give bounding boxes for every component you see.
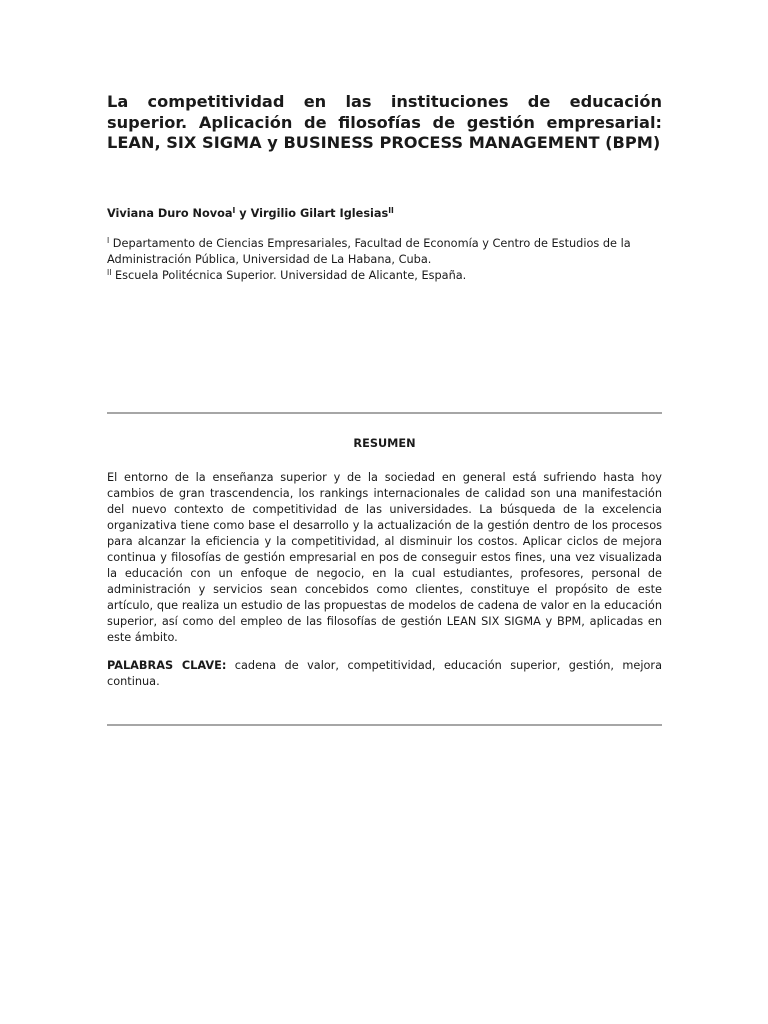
affiliation-text: Escuela Politécnica Superior. Universidad de Alicante, España.	[111, 268, 467, 282]
author-line	[107, 206, 662, 222]
keywords-text: cadena de valor, competitividad, educación superior, gestión, mejora continua.	[107, 659, 662, 688]
abstract-body: El entorno de la enseñanza superior y de la sociedad en general está sufriendo hasta hoy cambios de gran trascendencia, los rankings internacionales de calidad son una manifestación del nuevo contexto de competitividad de las universidades. La búsqueda de la excelencia organizativa tiene como base el desarrollo y la actualización de la gestión dentro de los procesos para alcanzar la eficiencia y la competitividad, al disminuir los costos. Aplicar ciclos de mejora continua y filosofías de gestión empresarial en pos de conseguir estos fines, una vez visualizada la educación con un enfoque de negocio, en la cual estudiantes, profesores, personal de administración y servicios sean concebidos como clientes, constituye el propósito de este artículo, que realiza un estudio de las propuestas de modelos de cadena de valor en la educación superior, así como del empleo de las filosofías de gestión LEAN SIX SIGMA y BPM, aplicadas en este ámbito.	[107, 471, 662, 644]
affiliation-item	[107, 268, 662, 284]
abstract-section	[107, 436, 662, 690]
abstract-heading: RESUMEN	[353, 437, 416, 450]
affiliation-text: Departamento de Ciencias Empresariales, Facultad de Economía y Centro de Estudios de la Administración Pública, Universidad de La Habana, Cuba.	[107, 236, 631, 266]
affiliations	[107, 236, 662, 284]
keywords	[107, 658, 662, 690]
author-conjunction: y	[235, 206, 251, 220]
article-header	[107, 92, 662, 284]
author-name: Virgilio Gilart Iglesias	[250, 206, 389, 220]
divider	[107, 412, 662, 414]
affiliation-item	[107, 236, 662, 268]
affiliation-marker: I	[107, 235, 110, 245]
divider	[107, 724, 662, 726]
author-name: Viviana Duro Novoa	[107, 206, 233, 220]
keywords-label: PALABRAS CLAVE:	[107, 659, 227, 672]
article-title: La competitividad en las instituciones de educación superior. Aplicación de filosofías de gestión empresarial: LEAN, SIX SIGMA y BUSINESS PROCESS MANAGEMENT (BPM)	[107, 92, 662, 152]
affiliation-marker: II	[388, 205, 394, 215]
affiliation-marker: II	[107, 267, 112, 277]
affiliation-marker: I	[232, 205, 236, 215]
